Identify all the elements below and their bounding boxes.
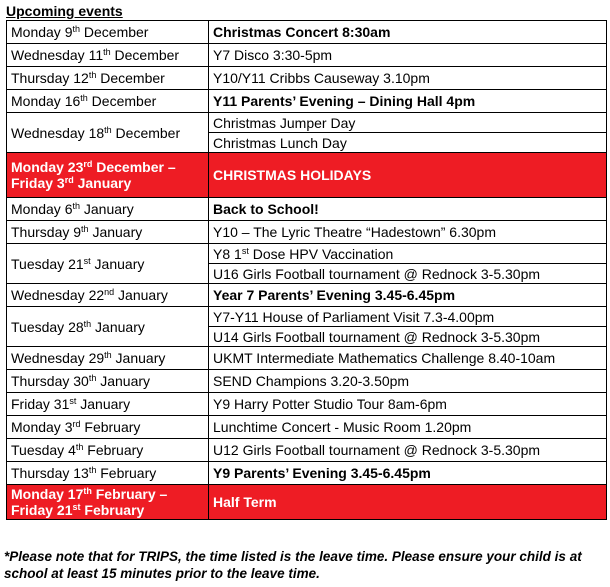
trip-note: *Please note that for TRIPS, the time listed is the leave time. Please ensure your child is at school at least 15 minutes prior to the leave time. [4,549,582,581]
event-description: U16 Girls Football tournament @ Rednock 3-5.30pm [209,264,607,284]
table-row [7,113,607,133]
event-date: Tuesday 28th January [7,307,209,347]
page-title: Upcoming events [6,3,123,19]
event-description: Christmas Lunch Day [209,133,607,153]
event-description: Christmas Concert 8:30am [209,21,607,44]
table-row [7,439,607,462]
table-row [7,44,607,67]
event-date: Thursday 9th January [7,221,209,244]
event-date: Tuesday 21st January [7,244,209,284]
table-row [7,370,607,393]
event-description: Christmas Jumper Day [209,113,607,133]
table-row [7,416,607,439]
event-description: U12 Girls Football tournament @ Rednock 3-5.30pm [209,439,607,462]
table-row [7,393,607,416]
table-row [7,90,607,113]
event-date: Monday 3rd February [7,416,209,439]
event-description: Y7 Disco 3:30-5pm [209,44,607,67]
event-date: Thursday 13th February [7,462,209,485]
event-date: Wednesday 18th December [7,113,209,153]
event-description: Year 7 Parents’ Evening 3.45-6.45pm [209,284,607,307]
event-description: CHRISTMAS HOLIDAYS [209,153,607,198]
holiday-row [7,485,607,520]
events-table [6,20,607,520]
event-date: Monday 17th February – Friday 21st February [7,485,209,520]
table-row [7,462,607,485]
table-row [7,307,607,327]
event-date: Thursday 30th January [7,370,209,393]
table-row [7,198,607,221]
event-description: Y9 Parents’ Evening 3.45-6.45pm [209,462,607,485]
table-row [7,347,607,370]
table-row [7,67,607,90]
event-description: Back to School! [209,198,607,221]
event-date: Monday 23rd December – Friday 3rd January [7,153,209,198]
event-date: Monday 6th January [7,198,209,221]
event-date: Wednesday 22nd January [7,284,209,307]
event-description: U14 Girls Football tournament @ Rednock 3-5.30pm [209,327,607,347]
event-description: Half Term [209,485,607,520]
event-date: Thursday 12th December [7,67,209,90]
event-date: Monday 16th December [7,90,209,113]
holiday-row [7,153,607,198]
event-date: Wednesday 29th January [7,347,209,370]
table-row [7,21,607,44]
event-date: Tuesday 4th February [7,439,209,462]
table-row [7,284,607,307]
event-description: UKMT Intermediate Mathematics Challenge 8.40-10am [209,347,607,370]
event-description: Y9 Harry Potter Studio Tour 8am-6pm [209,393,607,416]
table-row [7,244,607,264]
event-description: Lunchtime Concert - Music Room 1.20pm [209,416,607,439]
table-row [7,221,607,244]
event-description: SEND Champions 3.20-3.50pm [209,370,607,393]
event-description: Y11 Parents’ Evening – Dining Hall 4pm [209,90,607,113]
event-date: Wednesday 11th December [7,44,209,67]
event-description: Y7-Y11 House of Parliament Visit 7.3-4.00pm [209,307,607,327]
event-description: Y10 – The Lyric Theatre “Hadestown” 6.30pm [209,221,607,244]
event-date: Friday 31st January [7,393,209,416]
event-description: Y10/Y11 Cribbs Causeway 3.10pm [209,67,607,90]
event-date: Monday 9th December [7,21,209,44]
event-description: Y8 1st Dose HPV Vaccination [209,244,607,264]
